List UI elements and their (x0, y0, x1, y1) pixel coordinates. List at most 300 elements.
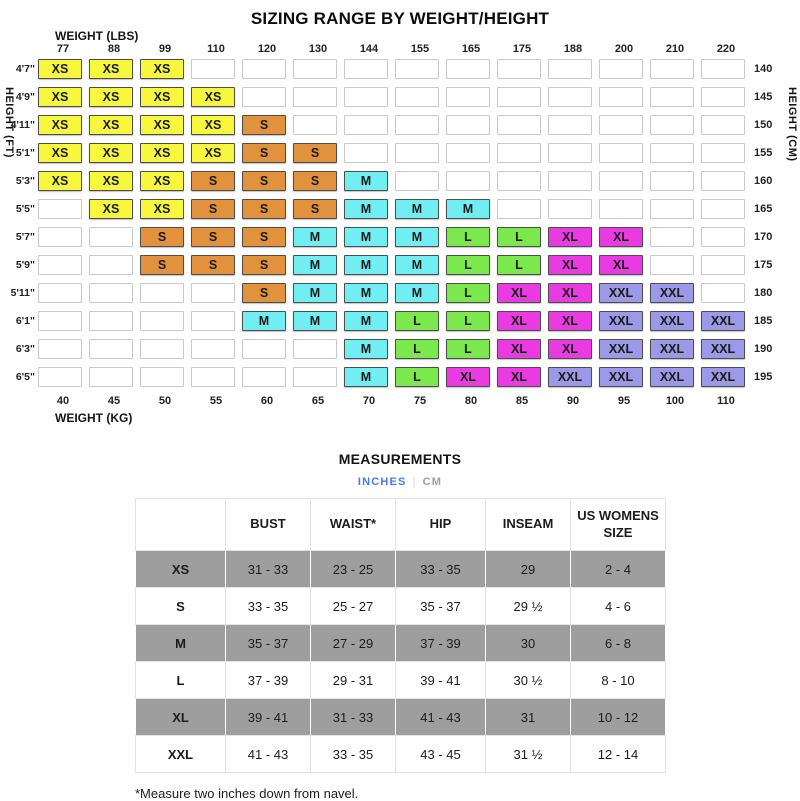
grid-row (0, 283, 800, 303)
height-ft-tick: 5'11" (10, 287, 35, 299)
measurements-row (136, 736, 666, 773)
size-cell (497, 115, 541, 135)
size-cell: XS (191, 87, 235, 107)
size-cell (140, 339, 184, 359)
size-cell (344, 115, 388, 135)
height-ft-tick: 6'1" (15, 315, 35, 327)
size-cell: XL (497, 283, 541, 303)
size-cell (497, 171, 541, 191)
measurements-row (136, 551, 666, 588)
size-cell: XS (38, 115, 82, 135)
grid-row (0, 311, 800, 331)
weight-lbs-axis-label: WEIGHT (LBS) (55, 29, 139, 43)
height-ft-tick: 5'3" (15, 175, 35, 187)
measurement-cell: 25 - 27 (311, 588, 396, 625)
height-cm-tick: 160 (754, 175, 773, 187)
size-cell: L (395, 339, 439, 359)
size-cell: XS (191, 115, 235, 135)
grid-row (0, 143, 800, 163)
size-cell (446, 115, 490, 135)
size-cell: XS (140, 87, 184, 107)
size-cell (242, 87, 286, 107)
size-cell (38, 311, 82, 331)
size-cell: L (446, 311, 490, 331)
size-cell (599, 115, 643, 135)
height-ft-tick: 4'7" (15, 63, 35, 75)
size-cell: S (191, 171, 235, 191)
size-cell: XS (140, 199, 184, 219)
size-cell: XXL (599, 339, 643, 359)
size-cell (293, 87, 337, 107)
size-cell (701, 227, 745, 247)
measurement-cell: 29 (486, 551, 571, 588)
measurement-cell: 35 - 37 (396, 588, 486, 625)
weight-lbs-row (0, 43, 748, 55)
height-cm-axis-label: HEIGHT (CM) (786, 87, 798, 162)
measurement-cell: 30 ½ (486, 662, 571, 699)
size-cell (293, 367, 337, 387)
measurements-column-header: BUST (226, 499, 311, 551)
measurements-column-header (136, 499, 226, 551)
size-cell (191, 339, 235, 359)
size-cell (89, 311, 133, 331)
size-cell (446, 59, 490, 79)
measurement-cell: 30 (486, 625, 571, 662)
measurements-table (135, 498, 666, 773)
grid-row (0, 199, 800, 219)
size-cell: S (140, 227, 184, 247)
measurement-cell: 10 - 12 (571, 699, 666, 736)
size-cell (497, 143, 541, 163)
size-cell: S (191, 199, 235, 219)
size-cell: XS (89, 59, 133, 79)
size-cell (701, 283, 745, 303)
height-cm-tick: 145 (754, 91, 773, 103)
size-cell: XXL (701, 367, 745, 387)
measurement-cell: 33 - 35 (396, 551, 486, 588)
grid-row (0, 255, 800, 275)
size-label: XS (136, 551, 226, 588)
size-cell: S (242, 283, 286, 303)
size-cell: XL (599, 255, 643, 275)
height-cm-tick: 170 (754, 231, 773, 243)
measurement-cell: 29 - 31 (311, 662, 396, 699)
size-cell: L (446, 227, 490, 247)
size-cell: L (395, 367, 439, 387)
size-cell (497, 199, 541, 219)
size-cell (191, 311, 235, 331)
size-cell (293, 115, 337, 135)
weight-kg-row (0, 395, 748, 407)
size-cell (191, 367, 235, 387)
size-label: XL (136, 699, 226, 736)
size-cell (548, 199, 592, 219)
size-cell: M (344, 283, 388, 303)
weight-kg-tick: 45 (107, 395, 121, 407)
grid-cells (38, 283, 745, 303)
height-ft-tick: 6'3" (15, 343, 35, 355)
size-cell (395, 171, 439, 191)
size-cell (701, 199, 745, 219)
size-cell: XL (548, 311, 592, 331)
size-cell: S (242, 143, 286, 163)
measurement-cell: 12 - 14 (571, 736, 666, 773)
size-cell: XL (497, 367, 541, 387)
weight-lbs-tick: 99 (158, 43, 172, 55)
size-cell (293, 339, 337, 359)
size-cell: S (140, 255, 184, 275)
weight-kg-tick: 60 (260, 395, 274, 407)
size-cell: M (344, 311, 388, 331)
measurements-row (136, 625, 666, 662)
size-cell: XL (548, 283, 592, 303)
size-grid-rows (0, 59, 800, 395)
size-cell: S (242, 115, 286, 135)
size-cell: M (293, 255, 337, 275)
measurement-cell: 23 - 25 (311, 551, 396, 588)
height-ft-axis-label: HEIGHT (FT) (3, 87, 15, 158)
size-cell (38, 367, 82, 387)
measurement-cell: 35 - 37 (226, 625, 311, 662)
weight-kg-axis-label: WEIGHT (KG) (55, 411, 133, 425)
grid-cells (38, 199, 745, 219)
grid-cells (38, 143, 745, 163)
grid-cells (38, 227, 745, 247)
height-cm-tick: 165 (754, 203, 773, 215)
size-cell: XL (497, 311, 541, 331)
measurements-column-header: HIP (396, 499, 486, 551)
size-cell (446, 171, 490, 191)
size-cell: S (191, 227, 235, 247)
height-cm-tick: 175 (754, 259, 773, 271)
size-cell (38, 283, 82, 303)
size-cell (548, 171, 592, 191)
size-cell (242, 59, 286, 79)
size-cell: XL (599, 227, 643, 247)
size-cell (89, 367, 133, 387)
size-cell: XXL (650, 367, 694, 387)
size-cell (446, 143, 490, 163)
grid-cells (38, 255, 745, 275)
height-cm-tick: 140 (754, 63, 773, 75)
measurement-cell: 39 - 41 (226, 699, 311, 736)
size-cell (701, 87, 745, 107)
size-cell: XL (548, 339, 592, 359)
size-cell: XS (89, 87, 133, 107)
weight-kg-tick: 70 (362, 395, 376, 407)
size-cell (599, 199, 643, 219)
weight-kg-tick: 90 (566, 395, 580, 407)
unit-toggle (0, 476, 800, 488)
grid-row (0, 59, 800, 79)
size-label: S (136, 588, 226, 625)
size-cell (650, 87, 694, 107)
measurement-cell: 31 ½ (486, 736, 571, 773)
size-cell: XXL (701, 311, 745, 331)
size-cell (599, 143, 643, 163)
weight-kg-tick: 100 (665, 395, 685, 407)
height-ft-tick: 6'5" (15, 371, 35, 383)
weight-kg-tick: 95 (617, 395, 631, 407)
grid-cells (38, 115, 745, 135)
grid-row (0, 367, 800, 387)
size-cell: S (293, 199, 337, 219)
unit-inches-tab[interactable]: INCHES (357, 476, 407, 488)
size-cell: XL (446, 367, 490, 387)
size-cell: XL (497, 339, 541, 359)
size-cell: M (293, 311, 337, 331)
measurement-cell: 8 - 10 (571, 662, 666, 699)
size-cell: S (242, 171, 286, 191)
height-cm-tick: 190 (754, 343, 773, 355)
size-cell: L (497, 255, 541, 275)
size-cell: XXL (599, 367, 643, 387)
size-cell: M (242, 311, 286, 331)
measurement-cell: 27 - 29 (311, 625, 396, 662)
weight-kg-tick: 85 (515, 395, 529, 407)
measurement-cell: 31 - 33 (311, 699, 396, 736)
weight-lbs-tick: 120 (257, 43, 277, 55)
height-cm-tick: 150 (754, 119, 773, 131)
weight-lbs-tick: 130 (308, 43, 328, 55)
height-ft-tick: 5'7" (15, 231, 35, 243)
size-cell: M (446, 199, 490, 219)
size-cell (548, 115, 592, 135)
height-ft-tick: 5'5" (15, 203, 35, 215)
weight-lbs-tick: 144 (359, 43, 379, 55)
size-cell (395, 59, 439, 79)
size-cell (548, 87, 592, 107)
size-cell (548, 59, 592, 79)
size-cell: XS (89, 199, 133, 219)
size-cell: XXL (599, 283, 643, 303)
height-ft-tick: 4'11" (10, 119, 35, 131)
measurements-header-row (136, 499, 666, 551)
size-cell (38, 339, 82, 359)
size-cell: XXL (650, 339, 694, 359)
measurement-cell: 31 - 33 (226, 551, 311, 588)
size-cell (650, 199, 694, 219)
size-cell: XS (140, 143, 184, 163)
measurements-body (136, 551, 666, 773)
size-cell: XS (38, 171, 82, 191)
weight-lbs-tick: 188 (563, 43, 583, 55)
size-cell (548, 143, 592, 163)
size-cell (650, 255, 694, 275)
page-title: SIZING RANGE BY WEIGHT/HEIGHT (250, 9, 550, 28)
size-cell: M (344, 339, 388, 359)
grid-cells (38, 87, 745, 107)
size-cell (191, 59, 235, 79)
size-cell (140, 367, 184, 387)
measurement-cell: 29 ½ (486, 588, 571, 625)
size-cell: L (446, 255, 490, 275)
height-ft-tick: 4'9" (15, 91, 35, 103)
size-cell (650, 171, 694, 191)
size-cell: M (395, 227, 439, 247)
size-cell: XS (89, 143, 133, 163)
size-cell: M (344, 367, 388, 387)
grid-row (0, 115, 800, 135)
size-cell: XXL (650, 283, 694, 303)
measurements-row (136, 699, 666, 736)
size-cell: XS (38, 59, 82, 79)
size-cell: S (293, 143, 337, 163)
grid-row (0, 339, 800, 359)
size-cell (191, 283, 235, 303)
size-cell: S (242, 227, 286, 247)
measurement-cell: 37 - 39 (226, 662, 311, 699)
size-cell: L (497, 227, 541, 247)
height-cm-tick: 185 (754, 315, 773, 327)
weight-lbs-tick: 165 (461, 43, 481, 55)
size-cell (38, 255, 82, 275)
measurement-cell: 31 (486, 699, 571, 736)
height-cm-tick: 195 (754, 371, 773, 383)
size-cell: XXL (599, 311, 643, 331)
height-cm-tick: 155 (754, 147, 773, 159)
measurement-cell: 33 - 35 (226, 588, 311, 625)
size-cell: S (242, 199, 286, 219)
size-cell (497, 87, 541, 107)
size-cell: M (344, 255, 388, 275)
size-cell (650, 143, 694, 163)
measurements-row (136, 662, 666, 699)
weight-kg-tick: 75 (413, 395, 427, 407)
waist-footnote: *Measure two inches down from navel. (135, 786, 359, 801)
size-cell (89, 227, 133, 247)
weight-kg-tick: 80 (464, 395, 478, 407)
size-cell: M (344, 227, 388, 247)
size-cell: M (395, 255, 439, 275)
weight-kg-tick: 65 (311, 395, 325, 407)
weight-lbs-tick: 77 (56, 43, 70, 55)
weight-lbs-tick: 88 (107, 43, 121, 55)
size-cell: M (344, 171, 388, 191)
size-cell (446, 87, 490, 107)
measurement-cell: 43 - 45 (396, 736, 486, 773)
size-cell: L (395, 311, 439, 331)
size-cell (395, 115, 439, 135)
weight-lbs-tick: 155 (410, 43, 430, 55)
grid-row (0, 171, 800, 191)
size-cell (395, 87, 439, 107)
size-cell (242, 367, 286, 387)
size-cell: XS (140, 171, 184, 191)
weight-kg-tick: 110 (717, 395, 735, 407)
weight-lbs-tick: 210 (665, 43, 685, 55)
size-cell (599, 59, 643, 79)
grid-cells (38, 367, 745, 387)
size-cell (344, 143, 388, 163)
size-cell (344, 59, 388, 79)
grid-cells (38, 171, 745, 191)
measurement-cell: 39 - 41 (396, 662, 486, 699)
weight-kg-tick: 55 (209, 395, 223, 407)
size-cell (650, 227, 694, 247)
size-cell: XS (89, 171, 133, 191)
unit-cm-tab[interactable]: CM (422, 476, 443, 488)
sizing-grid-chart (0, 29, 800, 441)
measurement-cell: 41 - 43 (396, 699, 486, 736)
weight-lbs-tick: 175 (512, 43, 532, 55)
size-cell: XS (38, 143, 82, 163)
size-cell: XS (89, 115, 133, 135)
size-cell (242, 339, 286, 359)
size-cell (38, 199, 82, 219)
size-cell: XS (191, 143, 235, 163)
size-cell: M (344, 199, 388, 219)
size-cell (650, 115, 694, 135)
size-cell: XS (38, 87, 82, 107)
size-cell: XL (548, 227, 592, 247)
size-cell: L (446, 339, 490, 359)
size-cell (701, 255, 745, 275)
measurement-cell: 37 - 39 (396, 625, 486, 662)
size-cell (497, 59, 541, 79)
measurements-column-header: INSEAM (486, 499, 571, 551)
size-cell (701, 59, 745, 79)
measurement-cell: 41 - 43 (226, 736, 311, 773)
measurements-column-header: WAIST* (311, 499, 396, 551)
size-cell (140, 311, 184, 331)
weight-lbs-tick: 220 (716, 43, 736, 55)
size-cell (701, 115, 745, 135)
size-cell (701, 171, 745, 191)
size-cell: S (191, 255, 235, 275)
weight-kg-tick: 40 (56, 395, 70, 407)
size-cell (89, 283, 133, 303)
size-cell (89, 255, 133, 275)
weight-lbs-tick: 110 (207, 43, 225, 55)
measurement-cell: 2 - 4 (571, 551, 666, 588)
weight-lbs-tick: 200 (614, 43, 634, 55)
size-cell: S (293, 171, 337, 191)
size-cell: L (446, 283, 490, 303)
size-cell: M (293, 283, 337, 303)
size-cell: M (395, 199, 439, 219)
grid-cells (38, 59, 745, 79)
size-cell: M (293, 227, 337, 247)
size-label: M (136, 625, 226, 662)
grid-cells (38, 311, 745, 331)
size-cell: XS (140, 59, 184, 79)
size-cell: S (242, 255, 286, 275)
height-ft-tick: 5'9" (15, 259, 35, 271)
measurement-cell: 6 - 8 (571, 625, 666, 662)
size-cell (140, 283, 184, 303)
size-cell: XXL (650, 311, 694, 331)
size-cell (395, 143, 439, 163)
grid-row (0, 227, 800, 247)
size-cell: XS (140, 115, 184, 135)
size-cell (650, 59, 694, 79)
height-ft-tick: 5'1" (15, 147, 35, 159)
measurements-row (136, 588, 666, 625)
size-label: L (136, 662, 226, 699)
size-cell (293, 59, 337, 79)
size-label: XXL (136, 736, 226, 773)
unit-separator: | (412, 476, 417, 488)
size-cell (344, 87, 388, 107)
measurement-cell: 33 - 35 (311, 736, 396, 773)
size-cell: XL (548, 255, 592, 275)
weight-kg-tick: 50 (158, 395, 172, 407)
size-cell: XXL (548, 367, 592, 387)
size-cell: M (395, 283, 439, 303)
height-cm-tick: 180 (754, 287, 773, 299)
size-cell (38, 227, 82, 247)
